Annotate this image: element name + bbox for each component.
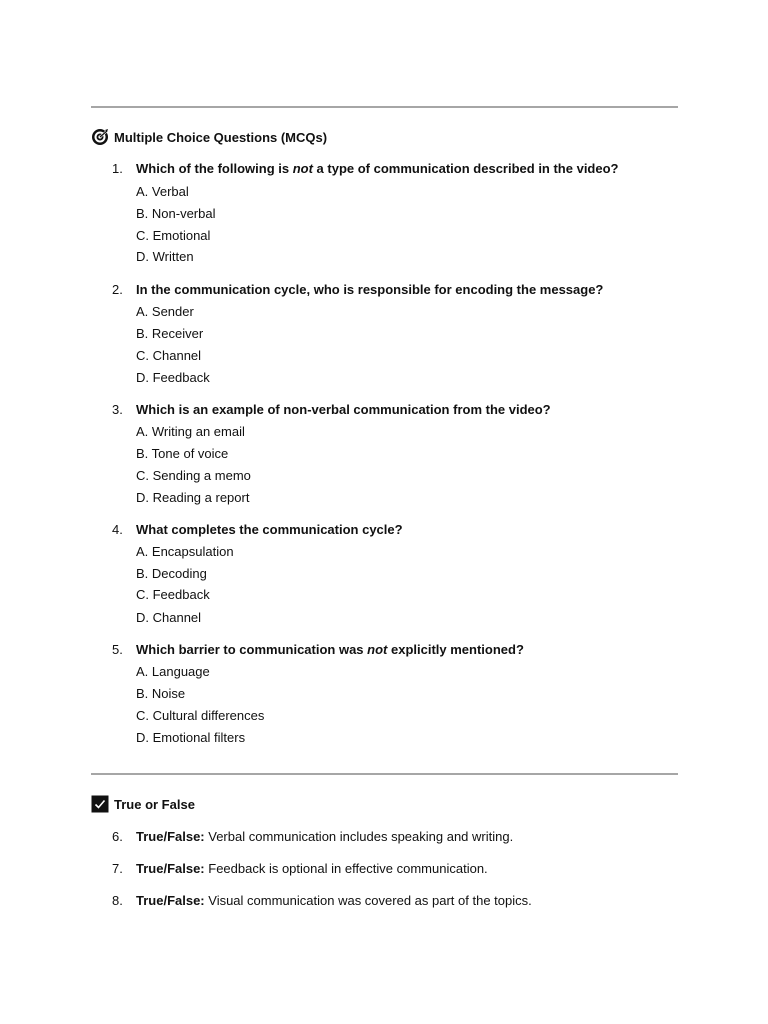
question-text: What completes the communication cycle?	[136, 522, 403, 537]
answer-option: C. Sending a memo	[136, 468, 251, 483]
answer-option: B. Tone of voice	[136, 446, 229, 461]
answer-option: B. Decoding	[136, 566, 207, 581]
tf-section-title: True or False	[114, 796, 195, 812]
question-number: 3.	[112, 402, 123, 417]
answer-option: A. Sender	[136, 304, 194, 319]
answer-option: A. Language	[136, 664, 210, 679]
question-text: Which of the following is not a type of communication described in the video?	[136, 161, 619, 176]
answer-option: D. Written	[136, 249, 194, 264]
answer-option: D. Reading a report	[136, 490, 250, 505]
question-number: 8.	[112, 893, 123, 908]
question-text: In the communication cycle, who is responsible for encoding the message?	[136, 282, 604, 297]
mcq-section-title: Multiple Choice Questions (MCQs)	[114, 129, 328, 145]
top-divider	[91, 106, 678, 108]
answer-option: A. Encapsulation	[136, 544, 234, 559]
question-number: 7.	[112, 861, 123, 876]
question-number: 6.	[112, 829, 123, 844]
answer-option: A. Writing an email	[136, 424, 245, 439]
answer-option: C. Emotional	[136, 228, 211, 243]
answer-option: D. Feedback	[136, 370, 210, 385]
answer-option: D. Channel	[136, 610, 202, 625]
answer-option: D. Emotional filters	[136, 730, 246, 745]
mcq-section-heading	[91, 127, 327, 147]
answer-option: B. Noise	[136, 686, 186, 701]
question-text: Which is an example of non-verbal communication from the video?	[136, 402, 551, 417]
question-number: 1.	[112, 161, 123, 176]
answer-option: C. Feedback	[136, 587, 210, 602]
checkbox-icon	[91, 795, 109, 813]
answer-option: B. Receiver	[136, 326, 204, 341]
target-icon	[91, 128, 109, 146]
question-text: True/False: Verbal communication includes speaking and writing.	[136, 829, 514, 844]
question-number: 4.	[112, 522, 123, 537]
question-number: 2.	[112, 282, 123, 297]
answer-option: C. Cultural differences	[136, 708, 265, 723]
question-text: Which barrier to communication was not explicitly mentioned?	[136, 642, 524, 657]
section-divider	[91, 773, 678, 775]
question-number: 5.	[112, 642, 123, 657]
question-text: True/False: Feedback is optional in effective communication.	[136, 861, 488, 876]
question-text: True/False: Visual communication was covered as part of the topics.	[136, 893, 532, 908]
answer-option: B. Non-verbal	[136, 206, 216, 221]
answer-option: C. Channel	[136, 348, 202, 363]
tf-section-heading	[91, 794, 195, 814]
answer-option: A. Verbal	[136, 184, 189, 199]
